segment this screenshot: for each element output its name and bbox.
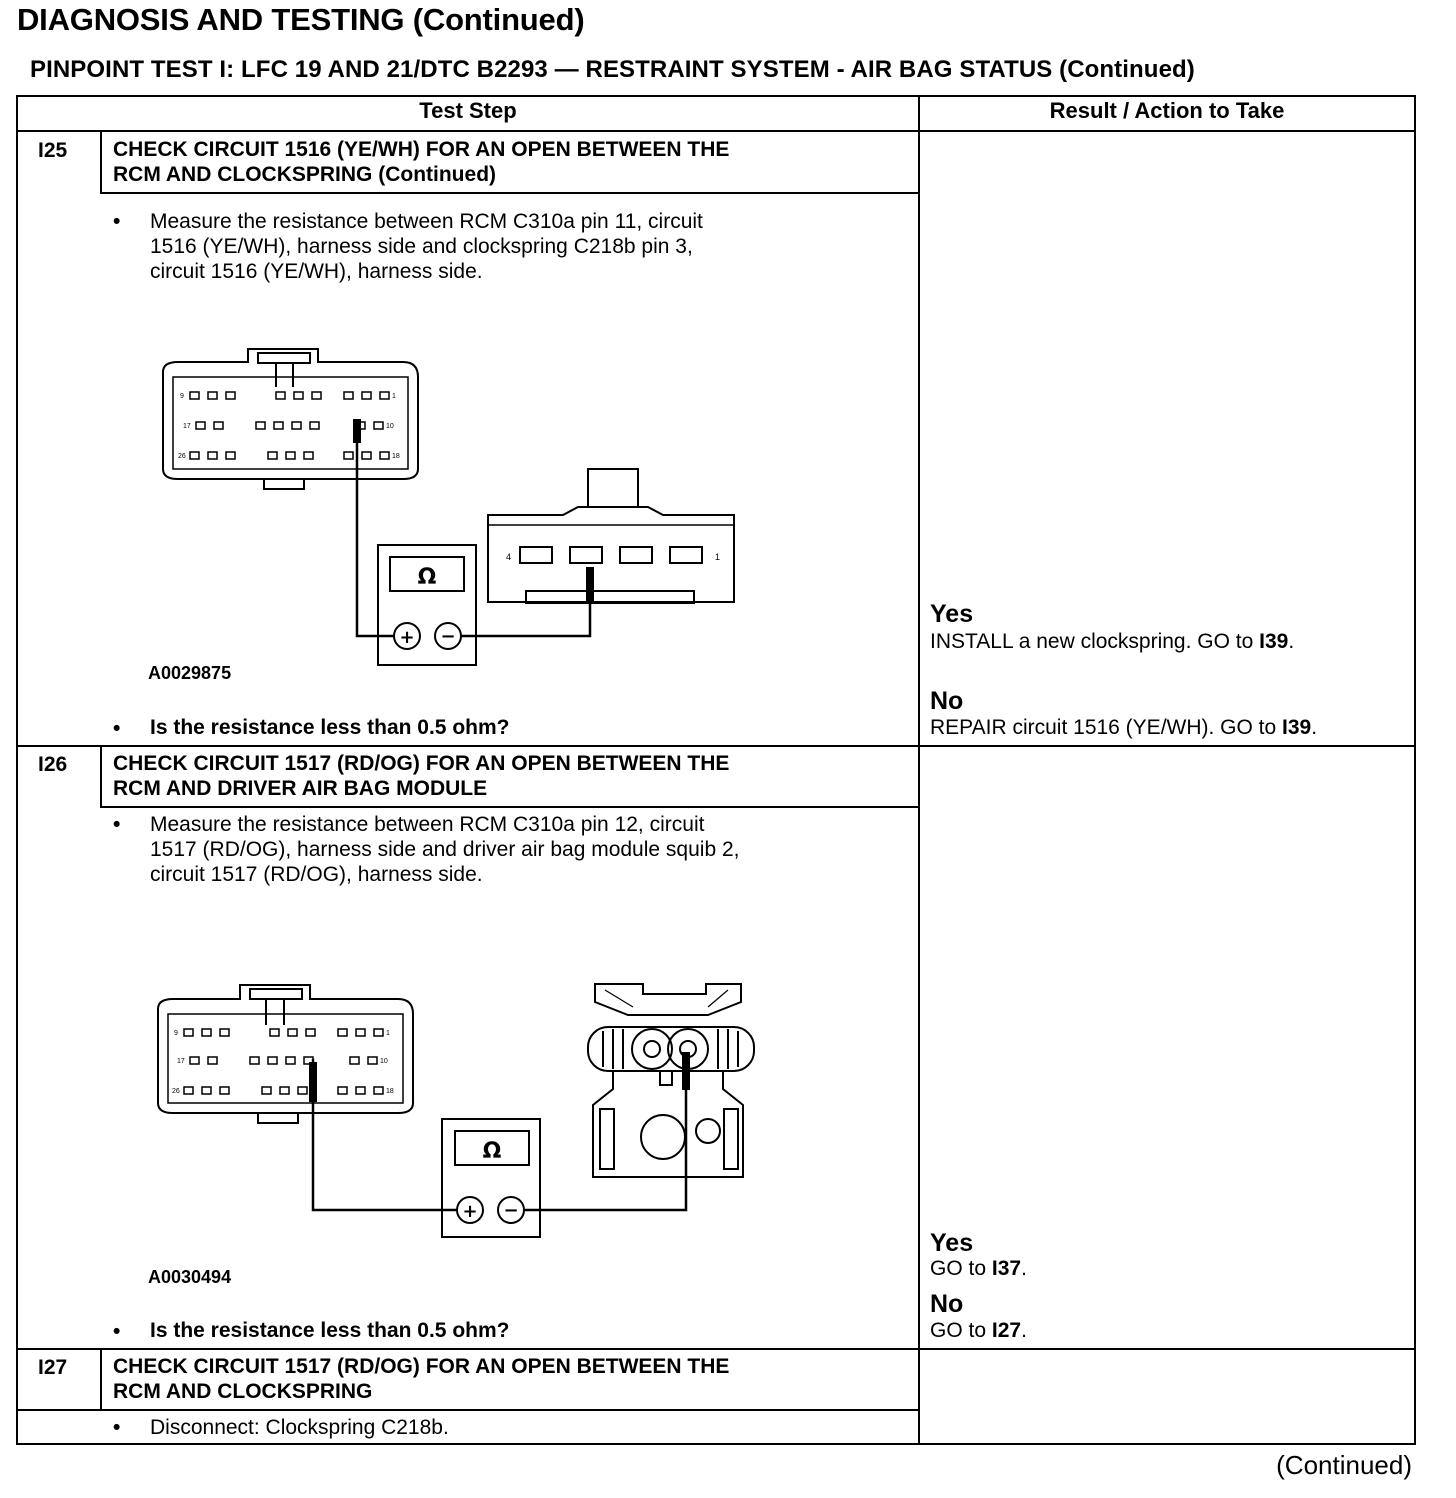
pin-label: 9 (180, 393, 184, 400)
pin-label: 9 (174, 1030, 178, 1037)
pin-label: 1 (392, 393, 396, 400)
step-title-line: CHECK CIRCUIT 1517 (RD/OG) FOR AN OPEN BETWEEN THE (113, 752, 730, 775)
step-title-line: CHECK CIRCUIT 1516 (YE/WH) FOR AN OPEN BETWEEN THE (113, 138, 730, 161)
pin-label: 26 (178, 453, 186, 460)
instruction-line: circuit 1517 (RD/OG), harness side. (150, 863, 483, 886)
step-title-line: RCM AND CLOCKSPRING (113, 1380, 373, 1403)
probe-tip (309, 1062, 317, 1102)
pin-label: 10 (386, 423, 394, 430)
pin-label: 18 (386, 1088, 394, 1095)
goto-step-link[interactable]: I39 (1282, 716, 1312, 739)
continued-note: (Continued) (1276, 1450, 1412, 1480)
step-title-line: RCM AND CLOCKSPRING (Continued) (113, 163, 497, 186)
result-yes-action: INSTALL a new clockspring. GO to I39. (930, 630, 1295, 653)
goto-step-link[interactable]: I39 (1259, 630, 1289, 653)
column-divider (918, 97, 920, 1443)
step-number: I25 (38, 139, 68, 162)
pinpoint-test-table (16, 95, 1416, 1445)
bullet: • (113, 1320, 121, 1343)
pin-label: 1 (715, 552, 721, 562)
figure-id: A0029875 (148, 663, 232, 683)
result-yes-action: GO to I37. (930, 1257, 1027, 1280)
pin-label: 4 (506, 552, 512, 562)
plus-terminal: + (462, 1201, 478, 1222)
pin-label: 10 (380, 1058, 388, 1065)
page-title: DIAGNOSIS AND TESTING (Continued) (17, 2, 585, 37)
column-header-result: Result / Action to Take (1049, 98, 1285, 123)
action-text: GO to (930, 1319, 987, 1342)
bullet: • (113, 1416, 121, 1439)
airbag-module-connector (588, 984, 754, 1177)
result-no-action: REPAIR circuit 1516 (YE/WH). GO to I39. (930, 716, 1318, 739)
result-no-label: No (930, 1290, 964, 1318)
goto-step-link[interactable]: I37 (991, 1257, 1022, 1280)
step-question: Is the resistance less than 0.5 ohm? (150, 716, 510, 739)
action-text: GO to (930, 1257, 987, 1280)
step-title-line: RCM AND DRIVER AIR BAG MODULE (113, 777, 488, 800)
bullet: • (113, 210, 121, 233)
rcm-latch (250, 989, 302, 999)
result-no-label: No (930, 687, 964, 715)
pin-label: 26 (172, 1088, 180, 1095)
minus-terminal: − (503, 1200, 519, 1221)
step-title (113, 1354, 729, 1404)
ohm-symbol: Ω (482, 1139, 502, 1164)
step-title-divider (18, 1409, 918, 1411)
pin-label: 1 (386, 1030, 390, 1037)
step-instruction: Disconnect: Clockspring C218b. (150, 1416, 449, 1439)
rcm-airbag-resistance-diagram (18, 97, 918, 1348)
pin-label: 17 (177, 1058, 185, 1065)
step-row-divider (18, 1348, 1414, 1350)
ohm-symbol: Ω (417, 565, 437, 590)
minus-terminal: − (440, 626, 456, 647)
test-leads (313, 1057, 686, 1210)
step-number: I27 (38, 1356, 68, 1379)
instruction-line: 1516 (YE/WH), harness side and clockspring C218b pin 3, (150, 235, 693, 258)
pinpoint-test-title: PINPOINT TEST I: LFC 19 AND 21/DTC B2293 — RESTRAINT SYSTEM - AIR BAG STATUS (Continued) (30, 56, 1195, 83)
step-title-line: CHECK CIRCUIT 1517 (RD/OG) FOR AN OPEN BETWEEN THE (113, 1355, 730, 1378)
instruction-line: circuit 1516 (YE/WH), harness side. (150, 260, 483, 283)
step-number-divider (100, 1350, 102, 1410)
result-no-action: GO to I27. (930, 1319, 1027, 1342)
step-question: Is the resistance less than 0.5 ohm? (150, 1319, 510, 1342)
goto-step-link[interactable]: I27 (991, 1319, 1022, 1342)
bullet: • (113, 717, 121, 740)
bullet: • (113, 813, 121, 836)
pin-label: 17 (183, 423, 191, 430)
instruction-line: Measure the resistance between RCM C310a pin 11, circuit (150, 210, 703, 233)
step-number: I26 (38, 753, 68, 776)
ohmmeter (442, 1119, 540, 1237)
rcm-pins (184, 1029, 383, 1094)
rcm-key (258, 1113, 298, 1123)
probe-tip (682, 1052, 690, 1090)
column-header-test-step: Test Step (419, 98, 517, 123)
pin-label: 18 (392, 453, 400, 460)
plus-terminal: + (399, 627, 415, 648)
result-yes-label: Yes (930, 600, 974, 628)
figure-id: A0030494 (148, 1267, 232, 1287)
action-text: INSTALL a new clockspring. GO to (930, 630, 1254, 653)
instruction-line: 1517 (RD/OG), harness side and driver air bag module squib 2, (150, 838, 740, 861)
instruction-line: Measure the resistance between RCM C310a pin 12, circuit (150, 813, 705, 836)
action-text: REPAIR circuit 1516 (YE/WH). GO to (930, 716, 1277, 739)
result-yes-label: Yes (930, 1229, 974, 1257)
